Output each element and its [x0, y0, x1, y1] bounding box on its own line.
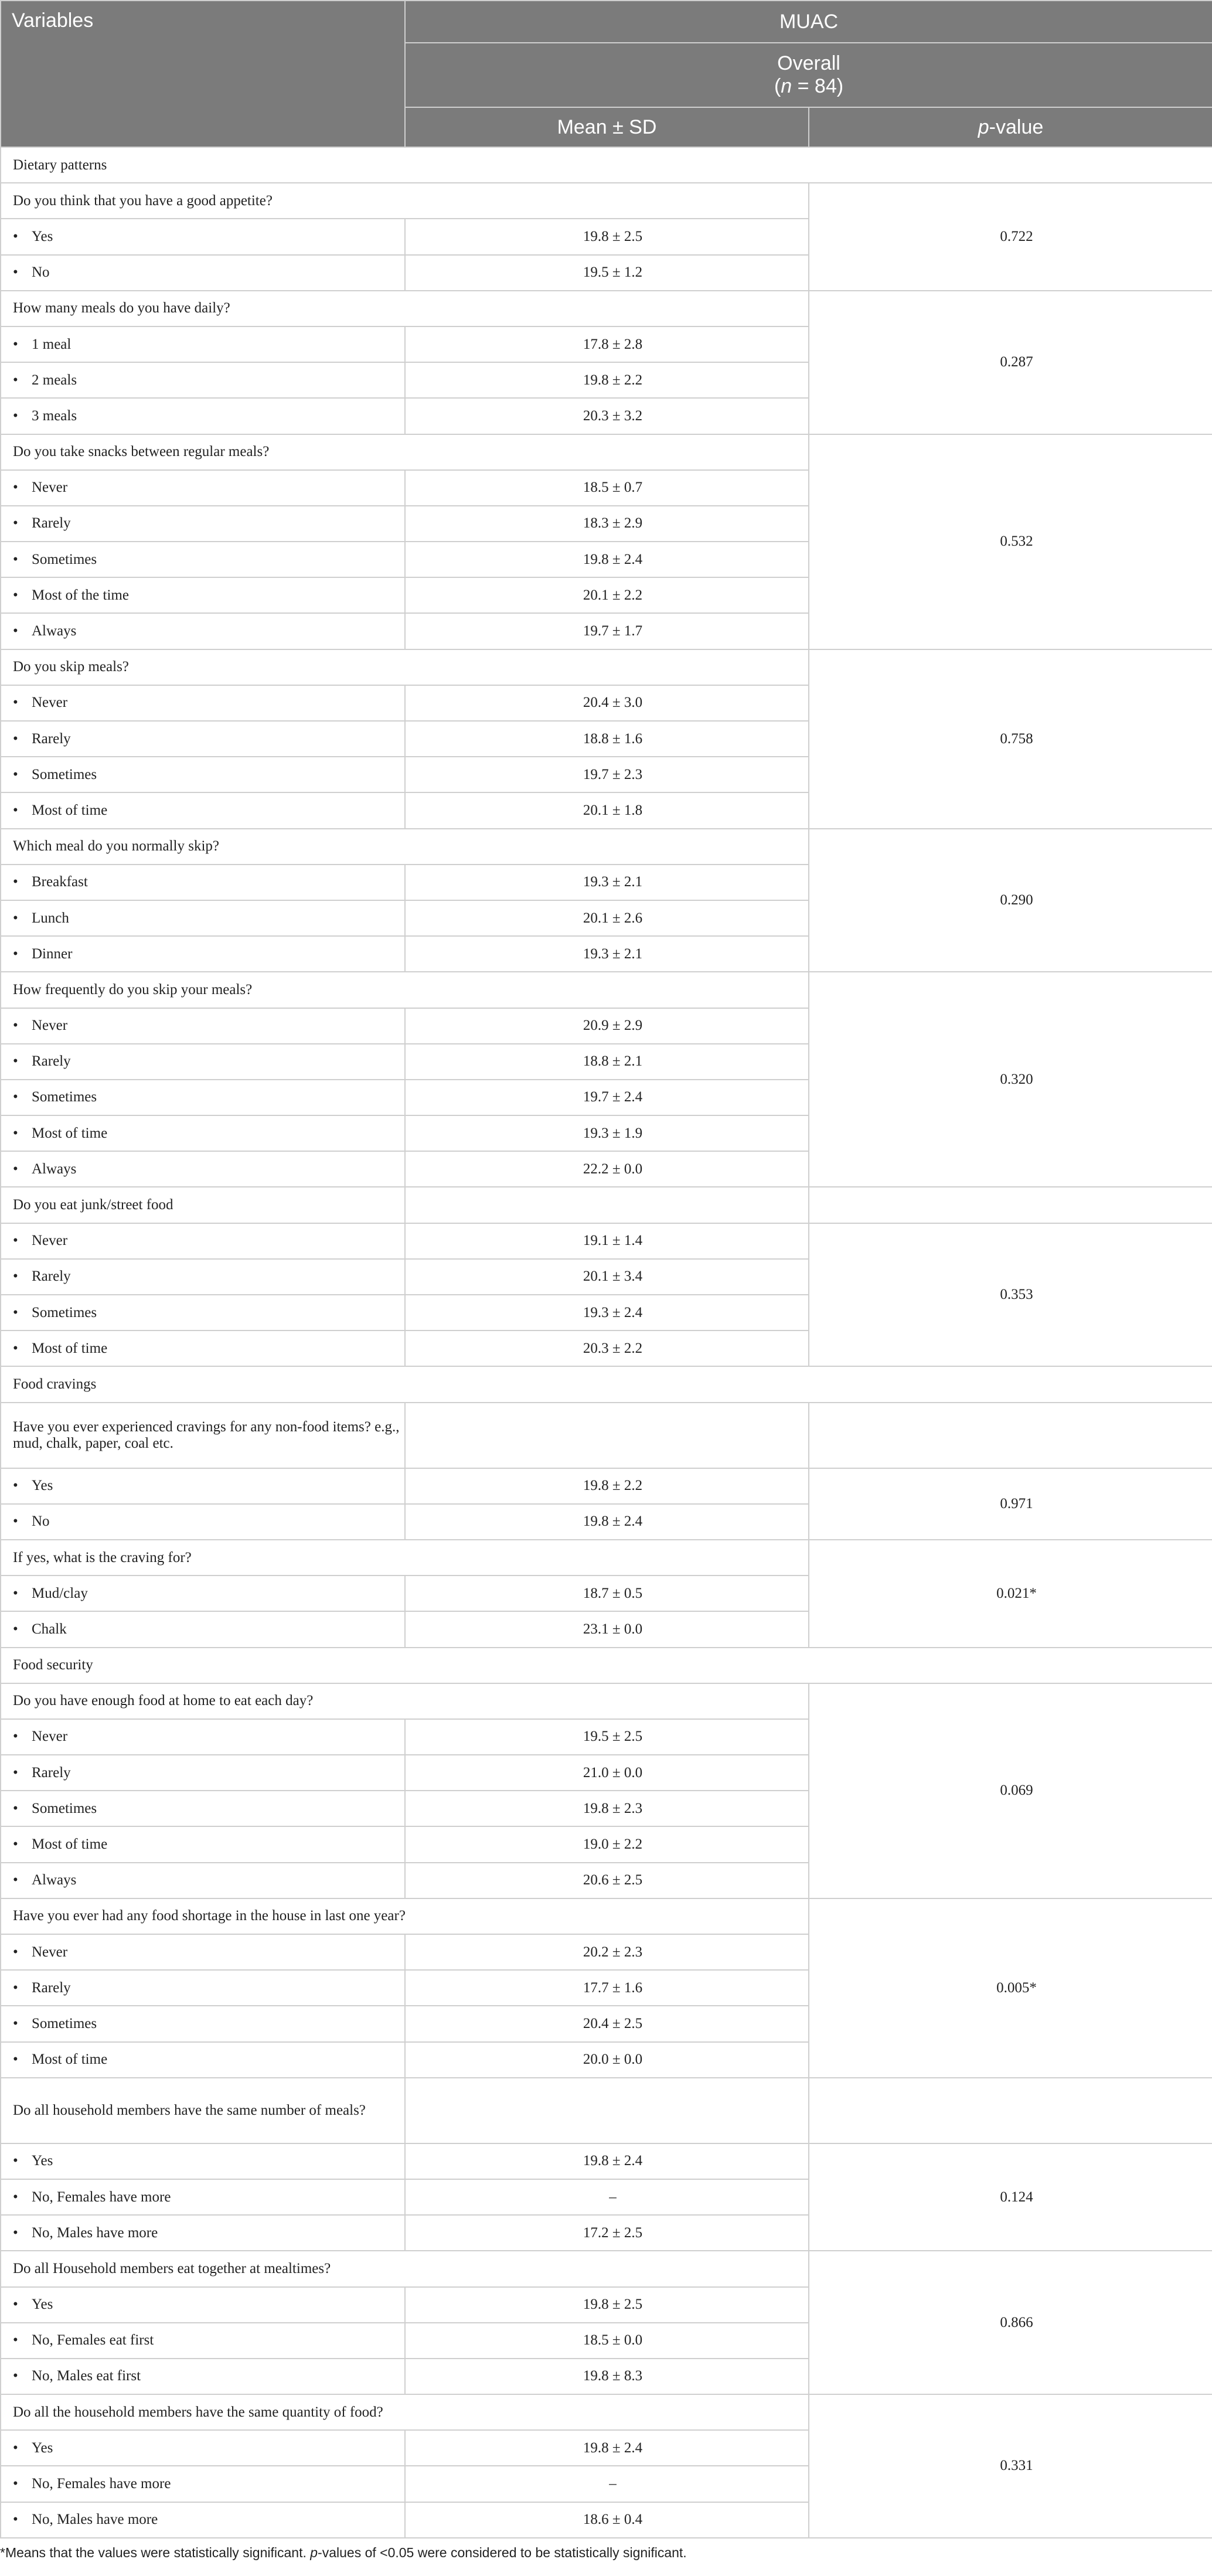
response-label-cell [1, 865, 405, 900]
mean-sd-cell: 19.7 ± 2.4 [405, 1080, 809, 1115]
response-label-cell [1, 1934, 405, 1970]
section-heading: Food cravings [1, 1366, 1212, 1402]
footnote [0, 2545, 1212, 2561]
question-label: Do you eat junk/street food [1, 1187, 405, 1223]
mean-sd-cell: 18.8 ± 1.6 [405, 721, 809, 757]
response-label-cell [1, 792, 405, 828]
mean-sd-cell: 19.8 ± 2.5 [405, 219, 809, 254]
table-row [1, 1468, 1212, 1504]
bullet-icon: • [13, 2476, 18, 2492]
p-value-cell: 0.971 [809, 1468, 1212, 1540]
mean-sd-cell: 20.0 ± 0.0 [405, 2042, 809, 2078]
response-label-cell [1, 613, 405, 649]
mean-sd-cell: 19.5 ± 1.2 [405, 255, 809, 291]
response-label: No, Males have more [32, 2224, 158, 2241]
bullet-icon: • [13, 766, 18, 782]
n-prefix: ( [774, 75, 781, 97]
bullet-icon: • [13, 1161, 18, 1177]
bullet-icon: • [13, 372, 18, 388]
bullet-icon: • [13, 1089, 18, 1105]
p-value-cell: 0.124 [809, 2143, 1212, 2251]
response-label-cell [1, 1115, 405, 1151]
p-value-cell: 0.320 [809, 972, 1212, 1187]
bullet-icon: • [13, 802, 18, 818]
mean-sd-cell: 19.3 ± 1.9 [405, 1115, 809, 1151]
mean-sd-cell: 19.1 ± 1.4 [405, 1223, 809, 1259]
response-label: Lunch [32, 910, 69, 926]
bullet-icon: • [13, 1800, 18, 1816]
p-value-cell: 0.005* [809, 1898, 1212, 2078]
response-label-cell [1, 1151, 405, 1187]
response-label-cell [1, 2466, 405, 2502]
overall-label: Overall [777, 52, 840, 74]
response-label: No [32, 1513, 50, 1530]
mean-sd-cell: 19.7 ± 2.3 [405, 757, 809, 792]
table-row [1, 1223, 1212, 1259]
response-label-cell [1, 1970, 405, 2006]
bullet-icon: • [13, 2015, 18, 2031]
n-symbol: n [781, 75, 792, 97]
footnote-star: * [0, 2545, 5, 2560]
question-row [1, 183, 1212, 219]
bullet-icon: • [13, 1268, 18, 1285]
question-row [1, 829, 1212, 865]
bullet-icon: • [13, 1728, 18, 1745]
response-label-cell [1, 2430, 405, 2466]
question-label: How many meals do you have daily? [1, 291, 809, 326]
bullet-icon: • [13, 515, 18, 532]
mean-sd-cell: 21.0 ± 0.0 [405, 1755, 809, 1791]
bullet-icon: • [13, 1944, 18, 1960]
response-label: Most of time [32, 1836, 108, 1853]
bullet-icon: • [13, 479, 18, 496]
mean-sd-cell: 20.1 ± 1.8 [405, 792, 809, 828]
mean-sd-cell: 20.4 ± 3.0 [405, 685, 809, 721]
response-label: No, Females have more [32, 2189, 171, 2205]
response-label-cell [1, 1330, 405, 1366]
mean-sd-cell: 17.7 ± 1.6 [405, 1970, 809, 2006]
mean-sd-cell: 20.1 ± 2.2 [405, 577, 809, 613]
bullet-icon: • [13, 945, 18, 962]
response-label: Yes [32, 228, 53, 244]
empty-cell [405, 1403, 809, 1468]
section-row [1, 1366, 1212, 1402]
table-row [1, 2143, 1212, 2179]
question-label: Do all the household members have the same quantity of food? [1, 2394, 809, 2430]
p-value-cell: 0.290 [809, 829, 1212, 972]
response-label-cell [1, 1504, 405, 1540]
bullet-icon: • [13, 2224, 18, 2241]
question-label: Do all Household members eat together at mealtimes? [1, 2251, 809, 2286]
response-label: Dinner [32, 945, 73, 962]
response-label: Sometimes [32, 2015, 97, 2031]
p-value-cell: 0.021* [809, 1540, 1212, 1648]
response-label: No, Females eat first [32, 2332, 154, 2349]
overall-header [405, 43, 1212, 107]
bullet-icon: • [13, 1125, 18, 1141]
response-label: Never [32, 479, 68, 496]
response-label-cell [1, 2287, 405, 2323]
response-label: Never [32, 1944, 68, 1960]
response-label: Rarely [32, 515, 71, 532]
mean-sd-cell: 19.8 ± 2.2 [405, 362, 809, 398]
response-label: Yes [32, 2296, 53, 2313]
response-label: Most of time [32, 1340, 108, 1356]
response-label-cell [1, 2006, 405, 2041]
response-label: Mud/clay [32, 1585, 88, 1601]
mean-sd-cell: 19.0 ± 2.2 [405, 1826, 809, 1862]
question-row [1, 2394, 1212, 2430]
mean-sd-cell: 18.3 ± 2.9 [405, 506, 809, 542]
response-label-cell [1, 326, 405, 362]
response-label-cell [1, 757, 405, 792]
response-label: No [32, 264, 50, 281]
bullet-icon: • [13, 730, 18, 747]
empty-cell [405, 1187, 809, 1223]
response-label: Always [32, 623, 77, 639]
response-label: No, Females have more [32, 2476, 171, 2492]
bullet-icon: • [13, 874, 18, 890]
response-label-cell [1, 1575, 405, 1611]
question-row [1, 434, 1212, 470]
section-row [1, 1648, 1212, 1683]
question-label: If yes, what is the craving for? [1, 1540, 809, 1575]
response-label-cell [1, 577, 405, 613]
response-label-cell [1, 2359, 405, 2394]
response-label-cell [1, 362, 405, 398]
mean-sd-cell: 19.8 ± 8.3 [405, 2359, 809, 2394]
bullet-icon: • [13, 1872, 18, 1888]
bullet-icon: • [13, 1053, 18, 1070]
bullet-icon: • [13, 2368, 18, 2384]
question-label: Have you ever experienced cravings for any non-food items? e.g., mud, chalk, paper, coal etc. [1, 1403, 405, 1468]
bullet-icon: • [13, 1233, 18, 1249]
response-label: Sometimes [32, 766, 97, 782]
response-label-cell [1, 219, 405, 254]
response-label-cell [1, 1295, 405, 1330]
mean-sd-cell: 23.1 ± 0.0 [405, 1611, 809, 1647]
bullet-icon: • [13, 1018, 18, 1034]
response-label: Yes [32, 2153, 53, 2169]
variables-header: Variables [1, 1, 405, 147]
response-label: 3 meals [32, 407, 77, 424]
response-label: Never [32, 1018, 68, 1034]
response-label: Never [32, 695, 68, 711]
response-label: Yes [32, 1478, 53, 1494]
p-value-cell: 0.331 [809, 2394, 1212, 2538]
bullet-icon: • [13, 1621, 18, 1637]
response-label-cell [1, 1863, 405, 1898]
mean-sd-cell: 18.7 ± 0.5 [405, 1575, 809, 1611]
bullet-icon: • [13, 2153, 18, 2169]
response-label-cell [1, 2179, 405, 2215]
response-label: Sometimes [32, 1304, 97, 1321]
mean-sd-cell: 17.8 ± 2.8 [405, 326, 809, 362]
question-label: Do you take snacks between regular meals? [1, 434, 809, 470]
bullet-icon: • [13, 228, 18, 244]
response-label-cell [1, 936, 405, 972]
response-label: Most of the time [32, 587, 129, 603]
mean-sd-cell: 19.8 ± 2.5 [405, 2287, 809, 2323]
footnote-text: Means that the values were statistically significant. [5, 2545, 311, 2560]
bullet-icon: • [13, 407, 18, 424]
bullet-icon: • [13, 910, 18, 926]
bullet-icon: • [13, 1585, 18, 1601]
mean-sd-cell: 19.5 ± 2.5 [405, 1719, 809, 1755]
mean-sd-cell: 20.9 ± 2.9 [405, 1008, 809, 1044]
question-row [1, 1403, 1212, 1468]
bullet-icon: • [13, 1478, 18, 1494]
response-label-cell [1, 470, 405, 506]
response-label: No, Males have more [32, 2512, 158, 2528]
response-label: Sometimes [32, 551, 97, 567]
muac-header: MUAC [405, 1, 1212, 43]
response-label-cell [1, 2323, 405, 2359]
mean-sd-cell: 20.4 ± 2.5 [405, 2006, 809, 2041]
bullet-icon: • [13, 695, 18, 711]
question-label: Do all household members have the same number of meals? [1, 2078, 405, 2143]
response-label: Chalk [32, 1621, 67, 1637]
n-suffix: = 84) [792, 75, 844, 97]
empty-cell [809, 2078, 1212, 2143]
response-label-cell [1, 721, 405, 757]
mean-sd-cell: 19.8 ± 2.4 [405, 542, 809, 577]
bullet-icon: • [13, 623, 18, 639]
mean-sd-cell: 22.2 ± 0.0 [405, 1151, 809, 1187]
bullet-icon: • [13, 1836, 18, 1853]
question-row [1, 2251, 1212, 2286]
response-label: Never [32, 1728, 68, 1745]
p-value-header [809, 107, 1212, 147]
bullet-icon: • [13, 2512, 18, 2528]
section-heading: Food security [1, 1648, 1212, 1683]
mean-sd-cell: – [405, 2179, 809, 2215]
response-label-cell [1, 1008, 405, 1044]
response-label-cell [1, 2215, 405, 2251]
mean-sd-cell: 19.8 ± 2.4 [405, 2430, 809, 2466]
mean-sd-cell: 19.8 ± 2.4 [405, 1504, 809, 1540]
response-label-cell [1, 542, 405, 577]
bullet-icon: • [13, 1979, 18, 1996]
mean-sd-cell: 20.6 ± 2.5 [405, 1863, 809, 1898]
sample-size-label [406, 75, 1212, 98]
response-label-cell [1, 1791, 405, 1826]
response-label-cell [1, 2042, 405, 2078]
mean-sd-cell: 17.2 ± 2.5 [405, 2215, 809, 2251]
response-label-cell [1, 1259, 405, 1295]
p-value-cell: 0.866 [809, 2251, 1212, 2394]
mean-sd-cell: – [405, 2466, 809, 2502]
response-label-cell [1, 1223, 405, 1259]
p-value-cell: 0.532 [809, 434, 1212, 649]
mean-sd-cell: 20.3 ± 2.2 [405, 1330, 809, 1366]
empty-cell [809, 1403, 1212, 1468]
bullet-icon: • [13, 1304, 18, 1321]
bullet-icon: • [13, 2296, 18, 2313]
response-label: Sometimes [32, 1089, 97, 1105]
bullet-icon: • [13, 2189, 18, 2205]
response-label: Always [32, 1872, 77, 1888]
mean-sd-cell: 18.5 ± 0.7 [405, 470, 809, 506]
response-label-cell [1, 1044, 405, 1080]
response-label-cell [1, 1719, 405, 1755]
response-label: 2 meals [32, 372, 77, 388]
question-row [1, 291, 1212, 326]
mean-sd-cell: 20.1 ± 3.4 [405, 1259, 809, 1295]
response-label: Rarely [32, 1268, 71, 1285]
response-label: Most of time [32, 2051, 108, 2068]
response-label: Most of time [32, 802, 108, 818]
empty-cell [809, 1187, 1212, 1223]
bullet-icon: • [13, 336, 18, 352]
bullet-icon: • [13, 1340, 18, 1356]
response-label-cell [1, 1468, 405, 1504]
mean-sd-cell: 19.8 ± 2.4 [405, 2143, 809, 2179]
mean-sd-cell: 18.5 ± 0.0 [405, 2323, 809, 2359]
p-value-cell: 0.758 [809, 649, 1212, 829]
mean-sd-cell: 19.3 ± 2.4 [405, 1295, 809, 1330]
response-label-cell [1, 2502, 405, 2538]
p-value-cell: 0.722 [809, 183, 1212, 291]
mean-sd-cell: 18.6 ± 0.4 [405, 2502, 809, 2538]
bullet-icon: • [13, 2439, 18, 2456]
response-label: Yes [32, 2439, 53, 2456]
bullet-icon: • [13, 2051, 18, 2068]
response-label: Most of time [32, 1125, 108, 1141]
response-label-cell [1, 506, 405, 542]
response-label: Always [32, 1161, 77, 1177]
response-label-cell [1, 685, 405, 721]
mean-sd-cell: 20.1 ± 2.6 [405, 900, 809, 936]
question-label: How frequently do you skip your meals? [1, 972, 809, 1008]
bullet-icon: • [13, 264, 18, 281]
question-row [1, 1540, 1212, 1575]
bullet-icon: • [13, 1513, 18, 1530]
question-label: Which meal do you normally skip? [1, 829, 809, 865]
table-body [1, 147, 1212, 2538]
question-row [1, 2078, 1212, 2143]
response-label: Breakfast [32, 874, 88, 890]
p-value-cell: 0.353 [809, 1223, 1212, 1367]
bullet-icon: • [13, 551, 18, 567]
mean-sd-cell: 19.8 ± 2.3 [405, 1791, 809, 1826]
response-label: Rarely [32, 730, 71, 747]
question-row [1, 1187, 1212, 1223]
response-label: Never [32, 1233, 68, 1249]
p-suffix: -value [989, 115, 1044, 138]
bullet-icon: • [13, 587, 18, 603]
response-label-cell [1, 255, 405, 291]
response-label: Rarely [32, 1053, 71, 1070]
p-symbol: p [978, 115, 989, 138]
question-row [1, 649, 1212, 685]
mean-sd-cell: 19.7 ± 1.7 [405, 613, 809, 649]
p-value-cell: 0.069 [809, 1683, 1212, 1898]
question-row [1, 1898, 1212, 1934]
mean-sd-cell: 19.8 ± 2.2 [405, 1468, 809, 1504]
response-label: Rarely [32, 1979, 71, 1996]
question-label: Do you have enough food at home to eat each day? [1, 1683, 809, 1719]
response-label: Sometimes [32, 1800, 97, 1816]
question-label: Do you skip meals? [1, 649, 809, 685]
question-label: Do you think that you have a good appetite? [1, 183, 809, 219]
response-label-cell [1, 2143, 405, 2179]
mean-sd-cell: 19.3 ± 2.1 [405, 936, 809, 972]
response-label-cell [1, 1826, 405, 1862]
section-row [1, 147, 1212, 183]
mean-sd-cell: 20.2 ± 2.3 [405, 1934, 809, 1970]
section-heading: Dietary patterns [1, 147, 1212, 183]
mean-sd-cell: 20.3 ± 3.2 [405, 398, 809, 434]
response-label: No, Males eat first [32, 2368, 141, 2384]
p-value-cell: 0.287 [809, 291, 1212, 434]
response-label: Rarely [32, 1764, 71, 1781]
response-label-cell [1, 1755, 405, 1791]
empty-cell [405, 2078, 809, 2143]
response-label-cell [1, 1080, 405, 1115]
question-row [1, 1683, 1212, 1719]
bullet-icon: • [13, 1764, 18, 1781]
footnote-text-2: -values of <0.05 were considered to be statistically significant. [318, 2545, 687, 2560]
response-label-cell [1, 900, 405, 936]
bullet-icon: • [13, 2332, 18, 2349]
mean-sd-cell: 18.8 ± 2.1 [405, 1044, 809, 1080]
table-header [1, 1, 1212, 147]
mean-sd-header: Mean ± SD [405, 107, 809, 147]
footnote-p-symbol: p [310, 2545, 318, 2560]
response-label: 1 meal [32, 336, 72, 352]
response-label-cell [1, 398, 405, 434]
question-label: Have you ever had any food shortage in the house in last one year? [1, 1898, 809, 1934]
mean-sd-cell: 19.3 ± 2.1 [405, 865, 809, 900]
question-row [1, 972, 1212, 1008]
response-label-cell [1, 1611, 405, 1647]
